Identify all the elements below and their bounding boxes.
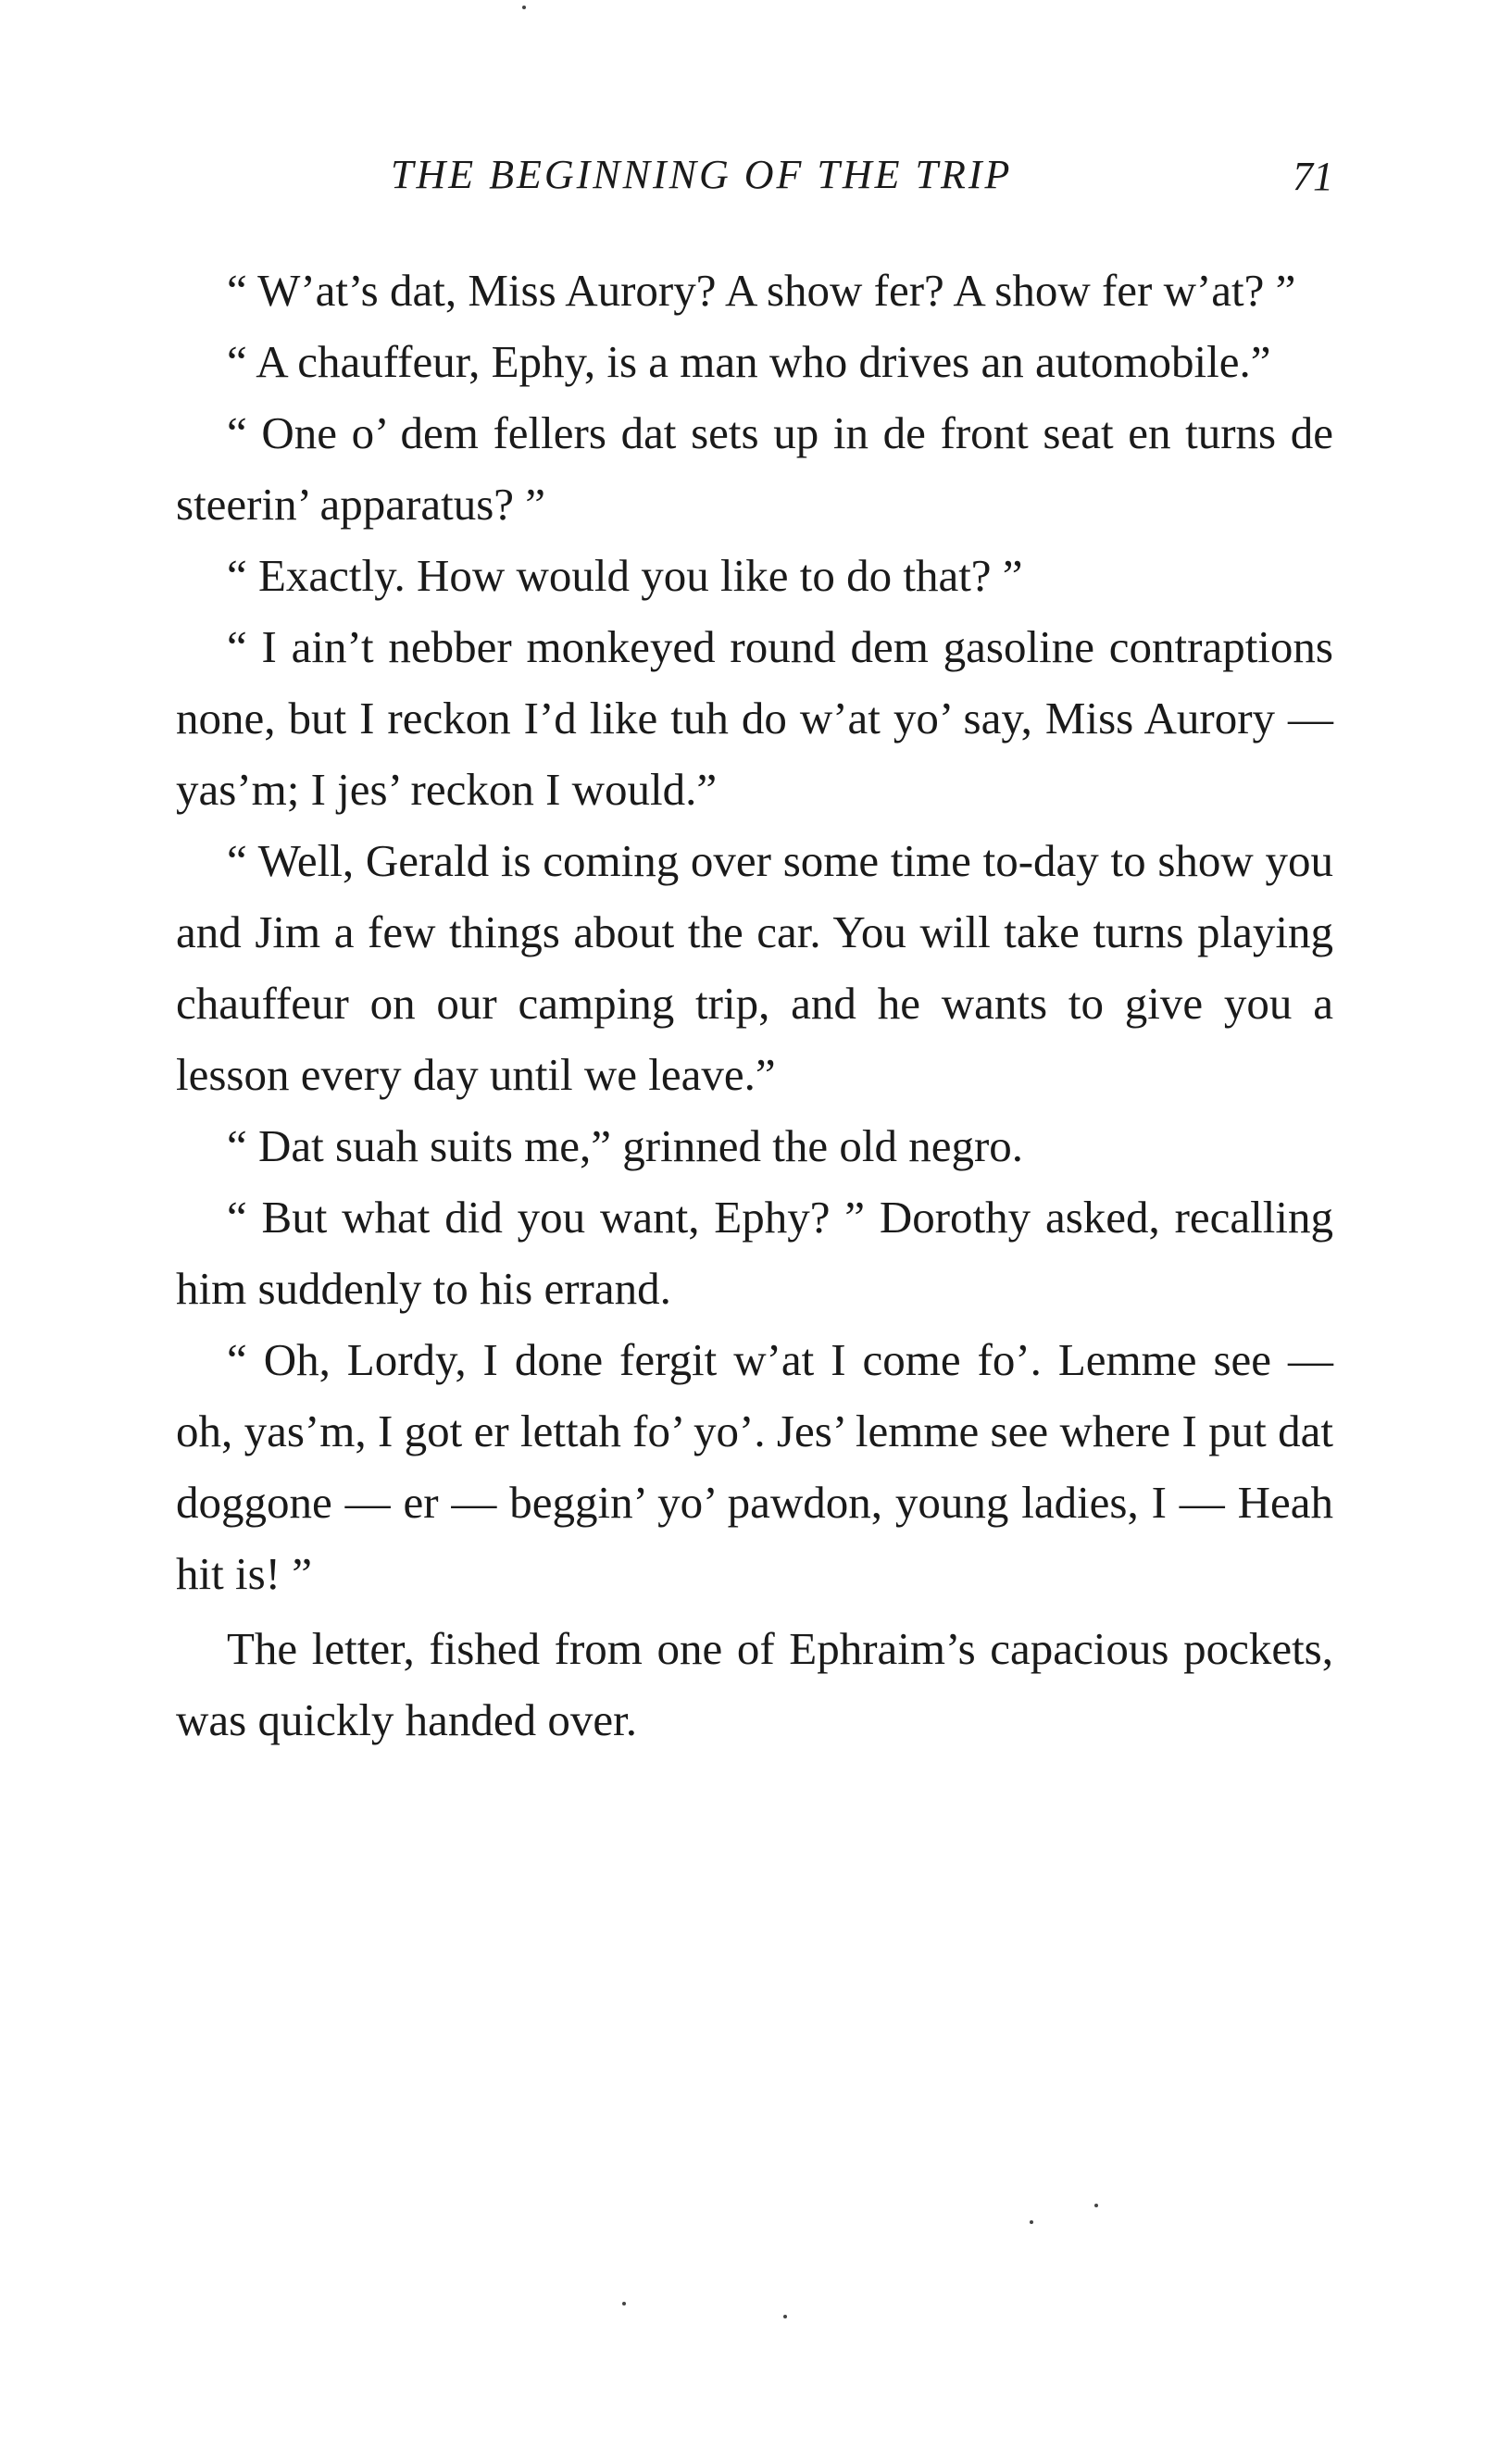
paragraph: The letter, fished from one of Ephraim’s capacious pockets, was quickly handed over. xyxy=(176,1623,1333,1745)
paragraph: “ But what did you want, Ephy? ” Dorothy asked, recalling him suddenly to his errand. xyxy=(176,1192,1333,1314)
print-speck xyxy=(522,6,526,9)
print-speck xyxy=(1094,2204,1098,2207)
paragraph: “ Oh, Lordy, I done fergit w’at I come fo’. Lemme see — oh, yas’m, I got er lettah fo’ yo’. Jes’ lemme see where I put dat doggone — er — beggin’ yo’ pawdon, young ladies, I — Heah hit is! ” xyxy=(176,1334,1333,1599)
print-speck xyxy=(1030,2220,1033,2224)
paragraph: “ I ain’t nebber monkeyed round dem gasoline contraptions none, but I reckon I’d like tuh do w’at yo’ say, Miss Aurory — yas’m; I jes’ reckon I would.” xyxy=(176,621,1333,815)
paragraph: “ A chauffeur, Ephy, is a man who drives an automobile.” xyxy=(227,336,1271,387)
paragraph: “ Dat suah suits me,” grinned the old negro. xyxy=(227,1120,1024,1171)
chapter-title: THE BEGINNING OF THE TRIP xyxy=(391,152,1013,197)
paragraph: “ Well, Gerald is coming over some time to-day to show you and Jim a few things about the car. You will take turns playing chauffeur on our camping trip, and he wants to give you a lesson every day until we leave.” xyxy=(176,835,1333,1100)
page-number: 71 xyxy=(1293,154,1333,199)
paragraph: “ One o’ dem fellers dat sets up in de front seat en turns de steerin’ apparatus? ” xyxy=(176,407,1333,530)
print-speck xyxy=(783,2315,787,2318)
paragraph: “ W’at’s dat, Miss Aurory? A show fer? A show fer w’at? ” xyxy=(227,265,1296,316)
running-head xyxy=(176,151,1333,206)
body-text xyxy=(176,255,1333,1756)
print-speck xyxy=(622,2302,626,2305)
paragraph: “ Exactly. How would you like to do that? ” xyxy=(227,550,1023,601)
